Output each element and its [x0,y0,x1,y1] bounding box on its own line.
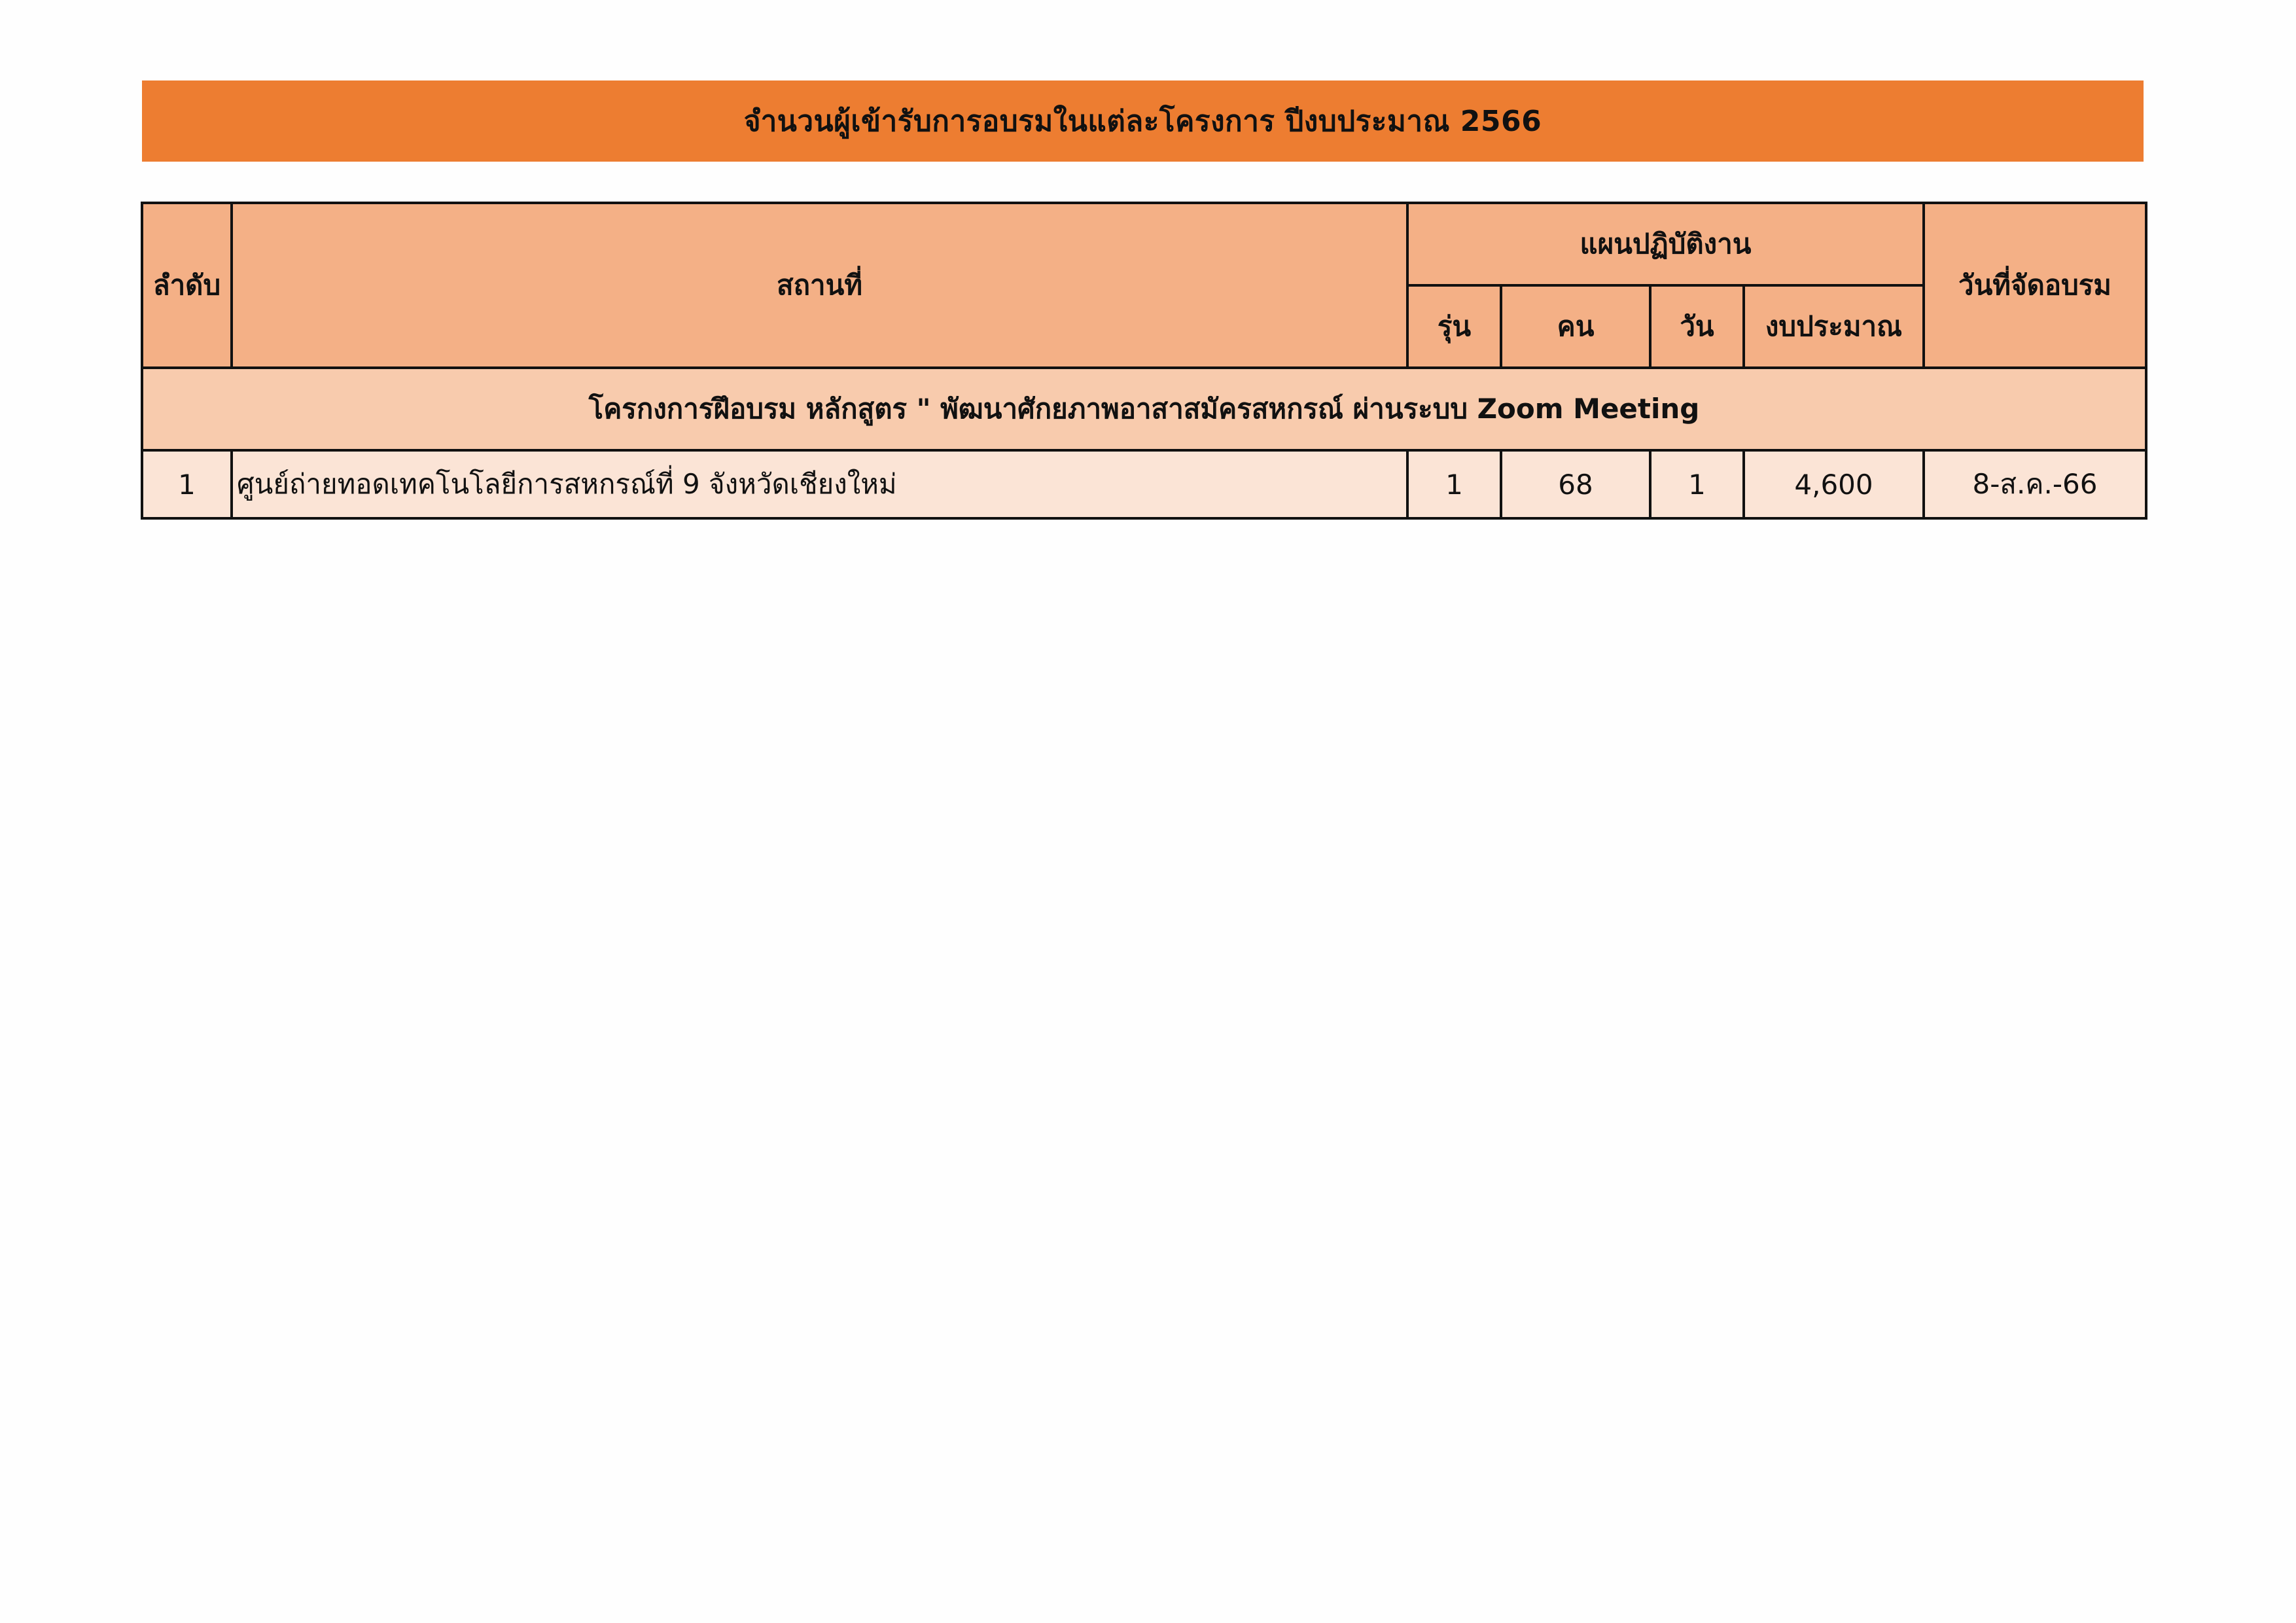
header-order: ลำดับ [142,203,232,368]
section-title: โครกงการฝึอบรม หลักสูตร " พัฒนาศักยภาพอาสาสมัครสหกรณ์ ผ่านระบบ Zoom Meeting [142,368,2146,450]
cell-batch: 1 [1407,450,1501,518]
header-budget: งบประมาณ [1744,285,1924,368]
title-banner [142,80,2144,162]
header-batch: รุ่น [1407,285,1501,368]
header-plan: แผนปฏิบัติงาน [1407,203,1924,285]
cell-training-date: 8-ส.ค.-66 [1924,450,2146,518]
cell-people: 68 [1501,450,1650,518]
header-location: สถานที่ [232,203,1407,368]
cell-location: ศูนย์ถ่ายทอดเทคโนโลยีการสหกรณ์ที่ 9 จังหวัดเชียงใหม่ [232,450,1407,518]
training-table [141,202,2147,520]
table-row [142,450,2146,518]
section-row [142,368,2146,450]
header-training-date: วันที่จัดอบรม [1924,203,2146,368]
header-days: วัน [1650,285,1744,368]
cell-budget: 4,600 [1744,450,1924,518]
header-people: คน [1501,285,1650,368]
cell-days: 1 [1650,450,1744,518]
cell-order: 1 [142,450,232,518]
page-title: จำนวนผู้เข้ารับการอบรมในแต่ละโครงการ ปีงบประมาณ 2566 [743,105,1542,138]
